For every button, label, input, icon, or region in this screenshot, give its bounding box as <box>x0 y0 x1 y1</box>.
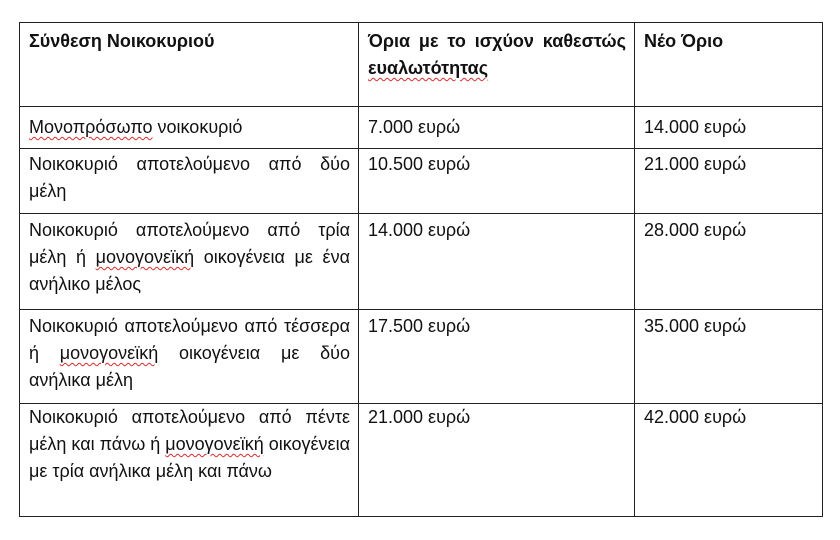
cell-household-composition[interactable] <box>20 310 359 404</box>
cell-current-limit[interactable] <box>359 404 635 517</box>
cell-text: οικογένεια με τρία ανήλικα μέλη και πάνω <box>29 434 350 481</box>
cell-text: Νοικοκυριό αποτελούμενο από πέντε μέλη και πάνω ή <box>29 407 350 454</box>
cell-current-limit[interactable] <box>359 149 635 214</box>
cell-current-limit[interactable] <box>359 107 635 149</box>
cell-text: 10.500 ευρώ <box>368 154 471 174</box>
cell-new-limit[interactable] <box>635 149 823 214</box>
cell-new-limit[interactable] <box>635 310 823 404</box>
cell-new-limit[interactable] <box>635 107 823 149</box>
cell-text: 14.000 ευρώ <box>644 117 747 137</box>
cell-text: 42.000 ευρώ <box>644 407 747 427</box>
cell-text: 28.000 ευρώ <box>644 220 747 240</box>
cell-text: 35.000 ευρώ <box>644 316 747 336</box>
header-current-limits-text: Όρια με το ισχύον καθεστώς <box>368 31 626 51</box>
cell-household-composition[interactable] <box>20 107 359 149</box>
spellcheck-flagged-word: ευαλωτότητας <box>368 58 489 78</box>
cell-text: 7.000 ευρώ <box>368 117 461 137</box>
table-row <box>20 107 823 149</box>
cell-text: 17.500 ευρώ <box>368 316 471 336</box>
spellcheck-flagged-word: μονογονεϊκή <box>165 434 264 454</box>
cell-text: Νοικοκυριό αποτελούμενο από τέσσερα ή <box>29 316 350 363</box>
cell-text: νοικοκυριό <box>152 117 243 137</box>
cell-household-composition[interactable] <box>20 214 359 310</box>
household-income-limits-table <box>19 22 823 517</box>
cell-household-composition[interactable] <box>20 404 359 517</box>
cell-text: 14.000 ευρώ <box>368 220 471 240</box>
header-household-composition[interactable] <box>20 23 359 107</box>
spellcheck-flagged-word: μονογονεϊκή <box>59 343 159 363</box>
cell-current-limit[interactable] <box>359 214 635 310</box>
header-new-limit-text: Νέο Όριο <box>644 31 724 51</box>
cell-household-composition[interactable] <box>20 149 359 214</box>
table-header-row <box>20 23 823 107</box>
header-household-composition-text: Σύνθεση Νοικοκυριού <box>29 31 215 51</box>
spellcheck-flagged-word: Μονοπρόσωπο <box>29 117 153 137</box>
table-row <box>20 404 823 517</box>
cell-text: Νοικοκυριό αποτελούμενο από τρία μέλη ή <box>29 220 350 267</box>
table-row <box>20 149 823 214</box>
cell-text: Νοικοκυριό αποτελούμενο από δύο μέλη <box>29 154 350 201</box>
table-row <box>20 310 823 404</box>
cell-new-limit[interactable] <box>635 404 823 517</box>
cell-text: οικογένεια με δύο ανήλικα μέλη <box>29 343 350 390</box>
spellcheck-flagged-word: μονογονεϊκή <box>95 247 195 267</box>
cell-text: 21.000 ευρώ <box>644 154 747 174</box>
cell-text: οικογένεια με ένα ανήλικο μέλος <box>29 247 350 294</box>
cell-new-limit[interactable] <box>635 214 823 310</box>
header-new-limit[interactable] <box>635 23 823 107</box>
header-current-limits[interactable] <box>359 23 635 107</box>
cell-text: 21.000 ευρώ <box>368 407 471 427</box>
cell-current-limit[interactable] <box>359 310 635 404</box>
table-row <box>20 214 823 310</box>
